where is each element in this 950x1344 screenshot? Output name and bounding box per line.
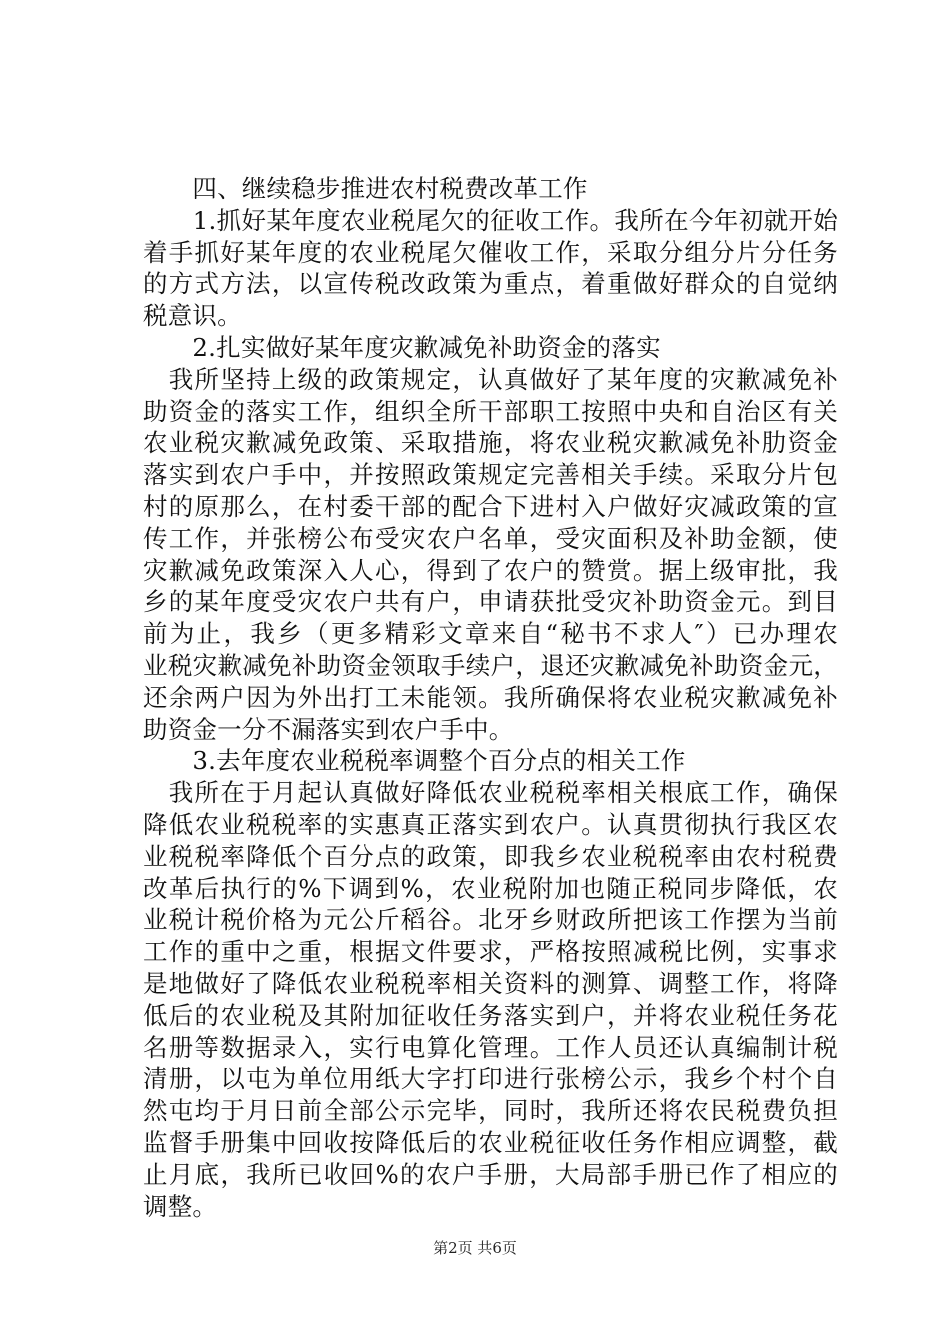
document-body bbox=[143, 173, 838, 1222]
paragraph-line: 改革后执行的%下调到%，农业税附加也随正税同步降低，农 bbox=[143, 873, 838, 903]
paragraph-line: 农业税灾歉减免政策、采取措施，将农业税灾歉减免补肋资金 bbox=[143, 428, 838, 458]
page-footer: 第2页 共6页 bbox=[433, 1239, 517, 1257]
paragraph-line: 低后的农业税及其附加征收任务落实到户，并将农业税任务花 bbox=[143, 1000, 838, 1030]
paragraph-line: 止月底，我所已收回%的农户手册，大局部手册已作了相应的 bbox=[143, 1159, 838, 1189]
paragraph-line: 清册，以屯为单位用纸大字打印进行张榜公示，我乡个村个自 bbox=[143, 1064, 838, 1094]
paragraph-line: 名册等数据录入，实行电算化管理。工作人员还认真编制计税 bbox=[143, 1032, 838, 1062]
paragraph-line: 业税税率降低个百分点的政策，即我乡农业税税率由农村税费 bbox=[143, 841, 838, 871]
paragraph-line: 工作的重中之重，根据文件要求，严格按照减税比例，实事求 bbox=[143, 937, 838, 967]
paragraph-line: 监督手册集中回收按降低后的农业税征收任务作相应调整，截 bbox=[143, 1127, 838, 1157]
paragraph-line: 税意识。 bbox=[143, 301, 242, 331]
paragraph-line: 业税计税价格为元公斤稻谷。北牙乡财政所把该工作摆为当前 bbox=[143, 905, 838, 935]
paragraph-line: 乡的某年度受灾农户共有户，申请获批受灾补助资金元。到目 bbox=[143, 587, 838, 617]
paragraph-line: 业税灾歉减免补助资金领取手续户，退还灾歉减免补助资金元， bbox=[143, 650, 838, 680]
subsection-heading: 3.去年度农业税税率调整个百分点的相关工作 bbox=[143, 746, 686, 776]
paragraph-line: 1.抓好某年度农业税尾欠的征收工作。我所在今年初就开始 bbox=[143, 205, 838, 235]
paragraph-line: 调整。 bbox=[143, 1191, 218, 1221]
subsection-heading: 2.扎实做好某年度灾歉减免补助资金的落实 bbox=[143, 332, 661, 362]
section-heading: 四、继续稳步推进农村税费改革工作 bbox=[143, 174, 588, 203]
paragraph-line: 村的原那么，在村委干部的配合下进村入户做好灾减政策的宣 bbox=[143, 491, 838, 521]
paragraph-line: 灾歉减免政策深入人心，得到了农户的赞赏。据上级审批，我 bbox=[143, 555, 838, 585]
paragraph-line: 我所坚持上级的政策规定，认真做好了某年度的灾歉减免补 bbox=[143, 364, 838, 394]
paragraph-line: 着手抓好某年度的农业税尾欠催收工作，采取分组分片分任务 bbox=[143, 237, 838, 267]
paragraph-line: 助资金的落实工作，组织全所干部职工按照中央和自治区有关 bbox=[143, 396, 838, 426]
paragraph-line: 降低农业税税率的实惠真正落实到农户。认真贯彻执行我区农 bbox=[143, 809, 838, 839]
paragraph-line: 然屯均于月日前全部公示完毕，同时，我所还将农民税费负担 bbox=[143, 1096, 838, 1126]
paragraph-line: 是地做好了降低农业税税率相关资料的测算、调整工作，将降 bbox=[143, 968, 838, 998]
paragraph-line: 助资金一分不漏落实到农户手中。 bbox=[143, 714, 514, 744]
paragraph-line: 还余两户因为外出打工未能领。我所确保将农业税灾歉减免补 bbox=[143, 682, 838, 712]
paragraph-line: 我所在于月起认真做好降低农业税税率相关根底工作，确保 bbox=[143, 778, 838, 808]
paragraph-line: 传工作，并张榜公布受灾农户名单，受灾面积及补助金额，使 bbox=[143, 523, 838, 553]
paragraph-line: 的方式方法，以宣传税改政策为重点，着重做好群众的自觉纳 bbox=[143, 269, 838, 299]
paragraph-line: 落实到农户手中，并按照政策规定完善相关手续。采取分片包 bbox=[143, 460, 838, 490]
paragraph-line: 前为止，我乡（更多精彩文章来自“秘书不求人″）已办理农 bbox=[143, 619, 838, 649]
